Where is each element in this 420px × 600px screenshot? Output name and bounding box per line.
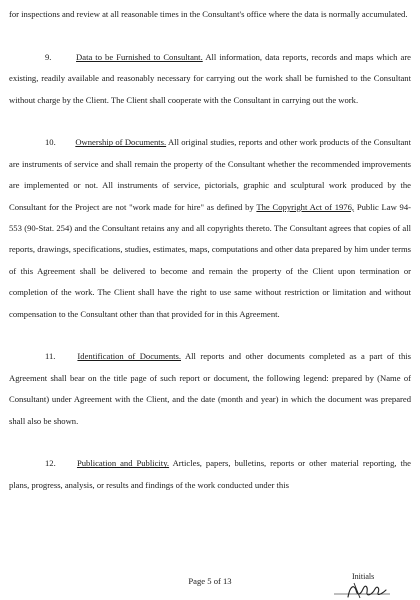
section-body-part1: All original studies, reports and other work products of the Consultant are instruments of service and shall remain the property of the Consultant whether the recommended improvements are implemented or not. All instruments of service, pictorials, graphic and sculptural work produced by the Consultant for the Project are not "work made for hire" as defined by (9, 137, 411, 212)
section-body: All information, data reports, records and maps which are existing, readily available and reasonably necessary for carrying out the work shall be furnished to the Consultant without charge by the Client. The Client shall cooperate with the Consultant in carrying out the work. (9, 51, 412, 105)
initials-label: Initials (352, 572, 375, 581)
section-heading: Data to be Furnished to Consultant. (76, 51, 203, 62)
section-body: Articles, papers, bulletins, reports or other material reporting, the plans, progress, analysis, or results and findings of the work conducted under this (9, 458, 411, 490)
section-number: 9. (45, 51, 52, 62)
initials-signature-icon (330, 580, 400, 600)
page-number: Page 5 of 13 (188, 576, 232, 586)
copyright-act-reference: The Copyright Act of 1976, (256, 201, 355, 212)
section-heading: Identification of Documents. (77, 351, 181, 362)
section-body-part2: Public Law 94-553 (90-Stat. 254) and the Consultant retains any and all copyrights thereto. The Consultant agrees that copies of all reports, drawings, specifications, studies, estimates, maps, computations and other data prepared by him under terms of this Agreement shall be delivered to become and remain the property of the Client upon termination or completion of the work. The Client shall have the right to use same without restriction or limitation and without compensation to the Consultant other than that provided for in this Agreement. (9, 201, 412, 319)
section-number: 12. (45, 458, 56, 469)
section-10 (9, 132, 411, 325)
document-page (9, 4, 411, 496)
section-11 (9, 346, 411, 432)
section-number: 11. (45, 351, 56, 362)
section-9 (9, 47, 411, 111)
section-heading: Ownership of Documents. (75, 137, 167, 148)
section-heading: Publication and Publicity. (76, 458, 170, 469)
section-body: All reports and other documents completed as a part of this Agreement shall bear on the title page of such report or document, the following legend: prepared by (Name of Consultant) under Agreement with the Client, and the date (month and year) in which the document was prepared shall also be shown. (9, 351, 411, 426)
section-12 (9, 453, 411, 496)
intro-paragraph: for inspections and review at all reasonable times in the Consultant's office where the data is normally accumulated. (9, 9, 408, 19)
section-number: 10. (45, 137, 56, 148)
